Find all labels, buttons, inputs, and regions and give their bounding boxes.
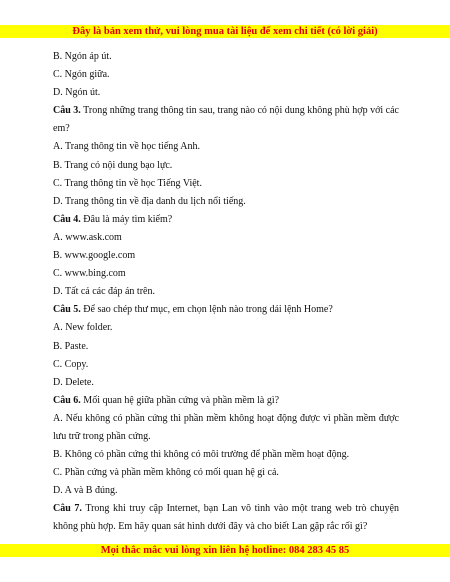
q4-option-c: C. www.bing.com bbox=[53, 268, 126, 280]
q6-option-b: B. Không có phần cứng thì không có môi trường để phần mềm hoạt động. bbox=[53, 449, 350, 461]
q4-option-d: D. Tất cả các đáp án trên. bbox=[53, 286, 155, 298]
question-3-label: Câu 3. bbox=[53, 105, 81, 117]
question-3 bbox=[53, 102, 399, 138]
question-6-label: Câu 6. bbox=[53, 394, 81, 406]
q5-option-a: A. New folder. bbox=[53, 322, 113, 334]
q3-option-a: A. Trang thông tin về học tiếng Anh. bbox=[53, 141, 200, 153]
option-3b: B. Ngón áp út. bbox=[53, 51, 112, 62]
q6-option-a: A. Nếu không có phần cứng thì phần mềm không hoạt động được vì phần mềm được lưu trữ trong phần cứng. bbox=[53, 412, 399, 442]
preview-notice-text: Đây là bản xem thử, vui lòng mua tài liệu để xem chi tiết (có lời giải) bbox=[72, 26, 378, 37]
q6-option-d: D. A và B đúng. bbox=[53, 485, 118, 497]
q4-option-b: B. www.google.com bbox=[53, 250, 136, 262]
option-3d: D. Ngón út. bbox=[53, 87, 101, 99]
q4-option-a: A. www.ask.com bbox=[53, 231, 122, 243]
option-3c: C. Ngón giữa. bbox=[53, 69, 110, 81]
question-6 bbox=[53, 392, 399, 410]
question-7-text: Trong khi truy cập Internet, bạn Lan vô tình vào một trang web trò chuyện không phù hợp. Em hãy quan sát hình dưới đây và cho biết Lan gặp rắc rối gì? bbox=[53, 503, 399, 533]
question-4-label: Câu 4. bbox=[53, 213, 81, 225]
document-body bbox=[53, 48, 399, 537]
hotline-banner bbox=[0, 544, 450, 557]
question-6-text: Mối quan hệ giữa phần cứng và phần mềm là gì? bbox=[80, 394, 280, 406]
q5-option-d: D. Delete. bbox=[53, 376, 94, 388]
q5-option-c: C. Copy. bbox=[53, 358, 89, 370]
question-7 bbox=[53, 500, 399, 536]
q3-option-b: B. Trang có nội dung bạo lực. bbox=[53, 159, 173, 171]
hotline-text: Mọi thắc mắc vui lòng xin liên hệ hotline: 084 283 45 85 bbox=[100, 545, 350, 556]
q3-option-d: D. Trang thông tin về địa danh du lịch nổi tiếng. bbox=[53, 195, 246, 207]
question-5 bbox=[53, 301, 399, 319]
question-5-text: Để sao chép thư mục, em chọn lệnh nào trong dải lệnh Home? bbox=[80, 304, 333, 316]
q6-option-c: C. Phần cứng và phần mềm không có mối quan hệ gì cả. bbox=[53, 467, 279, 479]
question-7-label: Câu 7. bbox=[53, 503, 82, 515]
preview-notice-banner bbox=[0, 25, 450, 38]
question-4 bbox=[53, 211, 399, 229]
q3-option-c: C. Trang thông tin về học Tiếng Việt. bbox=[53, 177, 202, 189]
question-4-text: Đâu là máy tìm kiếm? bbox=[80, 213, 173, 225]
q5-option-b: B. Paste. bbox=[53, 340, 89, 352]
question-5-label: Câu 5. bbox=[53, 304, 81, 316]
question-3-text: Trong những trang thông tin sau, trang nào có nội dung không phù hợp với các em? bbox=[53, 105, 399, 135]
